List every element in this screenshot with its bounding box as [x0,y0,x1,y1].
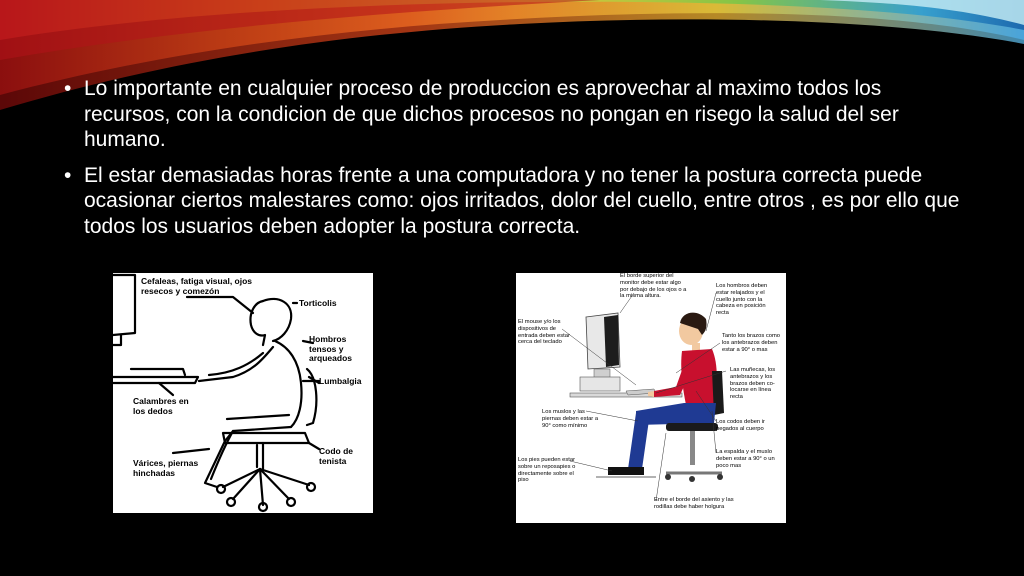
label-borde: Entre el borde del asiento y las rodillas debe haber holgura [654,497,734,510]
label-espalda: La espalda y el muslo deben estar a 90° o un poco mas [716,449,775,469]
bullet-icon: • [64,163,72,187]
bullet-text: Lo importante en cualquier proceso de produccion es aprovechar al maximo todos los recursos, con la condicion de que dichos procesos no pongan en risego la salud del ser humano. [84,77,899,151]
label-monitor: El borde superior del monitor debe estar algo por debajo de los ojos o a la misma altura. [620,273,687,300]
correct-posture-figure [516,273,786,523]
label-pies: Los pies pueden estar sobre un reposapies o directamente sobre el piso [518,457,576,484]
label-torticolis: Torticolis [299,298,337,308]
label-lumbalgia: Lumbalgia [319,376,362,386]
bad-posture-figure [113,273,373,513]
label-brazos: Tanto los brazos como los antebrazos deben estar a 90° o mas [722,333,780,353]
label-munecas: Las muñecas, los antebrazos y los brazos deben co-locarse en línea recta [730,367,776,401]
bullet-text: El estar demasiadas horas frente a una computadora y no tener la postura correcta puede ocasionar ciertos malestares como: ojos irritados, dolor del cuello, entre otros , es por ello que todos los usuarios deben adopter la postura correcta. [84,163,960,238]
label-codo: Codo de tenista [319,446,353,466]
bullet-item [62,163,962,240]
label-calambres: Calambres en los dedos [133,396,189,416]
bullet-list [62,76,962,249]
label-hombros: Hombros tensos y arqueados [309,334,352,363]
label-mouse: El mouse y/o los dispositivos de entrada deben estar cerca del teclado [518,319,570,346]
label-hombros: Los hombros deben estar relajados y el cuello junto con la cabeza en posición recta [716,283,768,317]
label-cefaleas: Cefaleas, fatiga visual, ojos resecos y comezón [141,276,253,296]
bullet-item [62,76,962,153]
label-codos: Los codos deben ir pegados al cuerpo [716,419,765,432]
label-varices: Várices, piernas hinchadas [133,458,199,478]
label-muslos: Los muslos y las piernas deben estar a 90° como mínimo [542,409,599,429]
bullet-icon: • [64,77,72,100]
